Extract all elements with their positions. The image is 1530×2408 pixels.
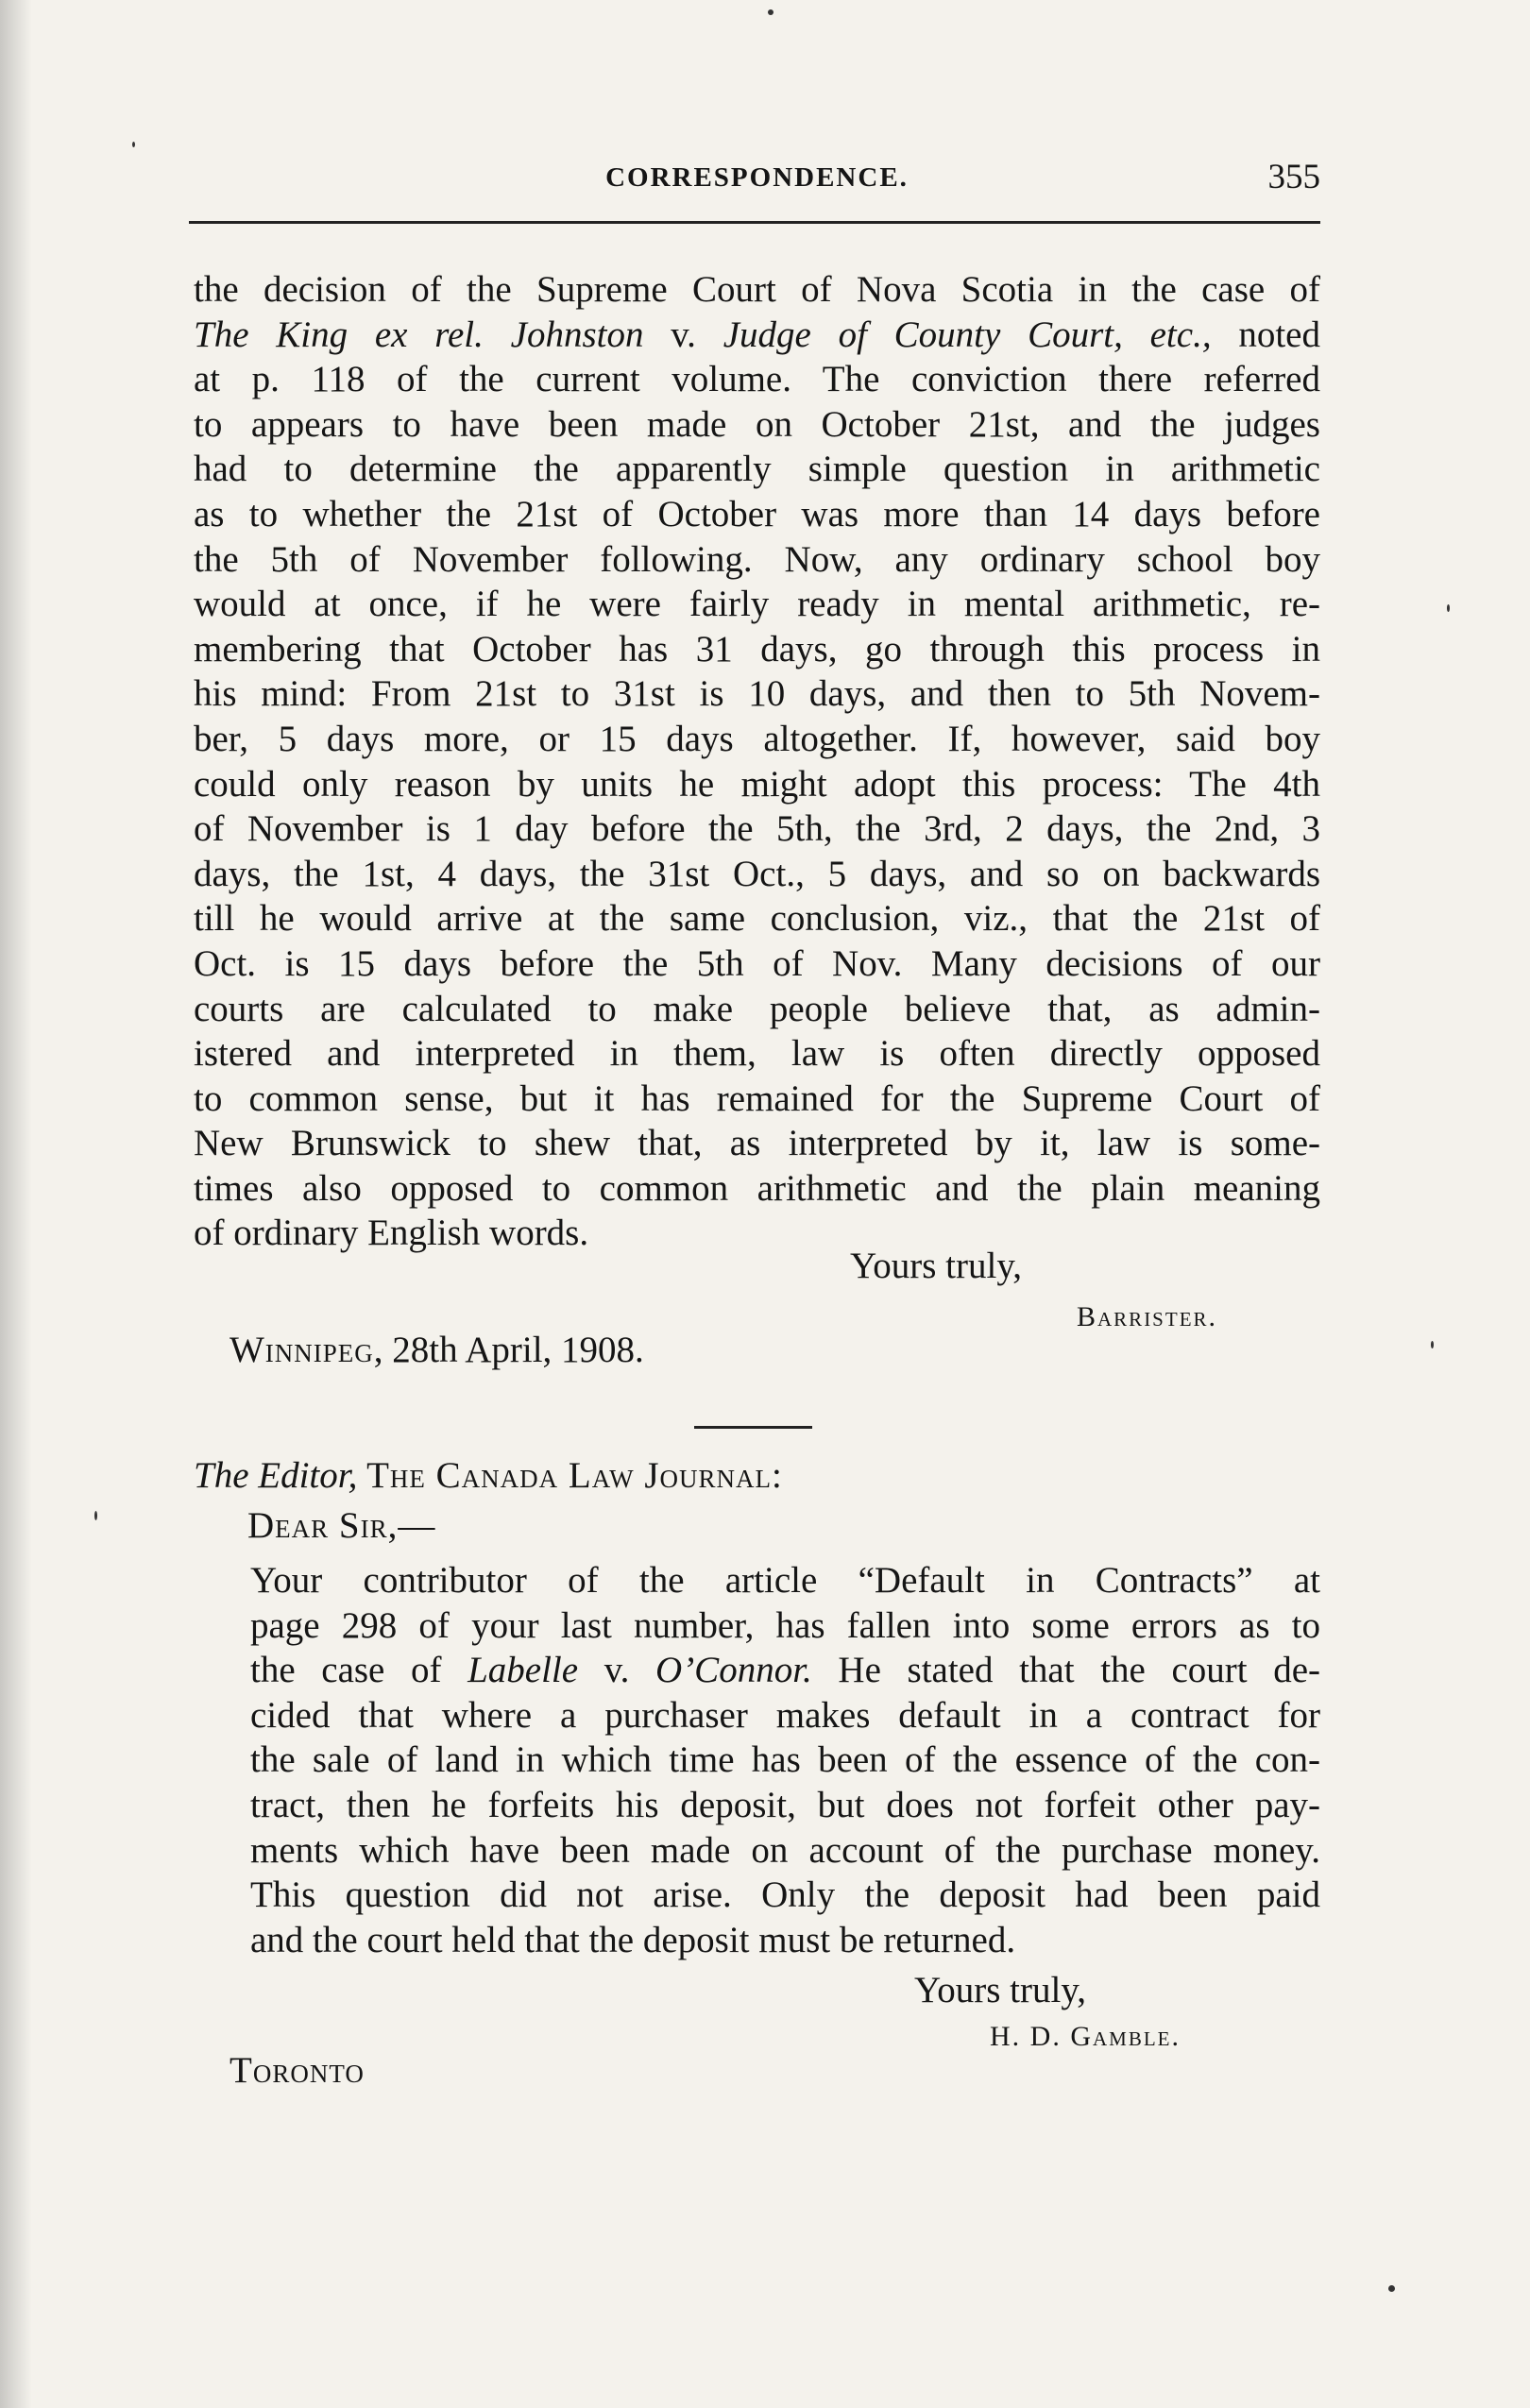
letter2-line: the sale of land in which time has been of the essence of the con- bbox=[250, 1739, 1320, 1781]
scan-speck bbox=[132, 142, 135, 147]
journal-name: The Canada Law Journal bbox=[366, 1455, 772, 1496]
letter1-line: at p. 118 of the current volume. The conviction there referred bbox=[194, 359, 1320, 400]
case-name-italic: The King ex rel. Johnston bbox=[194, 314, 644, 355]
case-versus: v. bbox=[643, 314, 723, 355]
scan-edge-shadow bbox=[0, 0, 32, 2408]
letter1-line: till he would arrive at the same conclusion, viz., that the 21st of bbox=[194, 898, 1320, 940]
letter1-line: to appears to have been made on October 21st, and the judges bbox=[194, 403, 1320, 445]
case-name-italic: Judge of County Court, etc., bbox=[722, 314, 1212, 355]
running-title: CORRESPONDENCE. bbox=[605, 162, 909, 193]
letter1-line: as to whether the 21st of October was more than 14 days before bbox=[194, 493, 1320, 534]
letter1-closing: Yours truly, bbox=[850, 1246, 1023, 1286]
letter1-line: his mind: From 21st to 31st is 10 days, and then to 5th Novem- bbox=[194, 673, 1320, 715]
letter1-line: to common sense, but it has remained for the Supreme Court of bbox=[194, 1077, 1320, 1119]
letter1-line: the 5th of November following. Now, any ordinary school boy bbox=[194, 538, 1320, 580]
case-name-italic: Labelle bbox=[468, 1650, 579, 1691]
line-tail: He stated that the court de- bbox=[811, 1650, 1321, 1691]
letter1-line: had to determine the apparently simple question in arithmetic bbox=[194, 449, 1320, 490]
page-number: 355 bbox=[1267, 158, 1320, 196]
letter2-line: ments which have been made on account of the purchase money. bbox=[250, 1829, 1320, 1871]
letter2-line: and the court held that the deposit must be returned. bbox=[250, 1919, 1016, 1960]
letter1-line: the decision of the Supreme Court of Nova Scotia in the case of bbox=[194, 269, 1320, 310]
letter2-signature: H. D. Gamble. bbox=[990, 2021, 1181, 2052]
letter1-body bbox=[194, 267, 1320, 1256]
letter1-line-case-citation bbox=[194, 313, 1320, 358]
letter1-signature: Barrister. bbox=[1077, 1301, 1218, 1332]
letter2-line-case-citation bbox=[194, 1648, 1320, 1693]
letter2-closing: Yours truly, bbox=[914, 1970, 1087, 2010]
letter2-line: cided that where a purchaser makes default in a contract for bbox=[250, 1694, 1320, 1736]
scan-speck bbox=[1447, 604, 1450, 612]
line-head: the case of bbox=[250, 1650, 468, 1691]
scan-speck bbox=[1388, 2285, 1395, 2292]
letter1-line: membering that October has 31 days, go through this process in bbox=[194, 628, 1320, 670]
dear-sir: Dear Sir,— bbox=[247, 1505, 436, 1546]
letter1-line: days, the 1st, 4 days, the 31st Oct., 5 days, and so on backwards bbox=[194, 853, 1320, 894]
salutation-colon: : bbox=[772, 1455, 782, 1496]
line-tail: noted bbox=[1211, 314, 1320, 355]
letter1-line: of November is 1 day before the 5th, the 3rd, 2 days, the 2nd, 3 bbox=[194, 808, 1320, 850]
letter2-line: page 298 of your last number, has fallen into some errors as to bbox=[250, 1604, 1320, 1646]
letter1-line: would at once, if he were fairly ready in mental arithmetic, re- bbox=[194, 584, 1320, 625]
case-versus: v. bbox=[578, 1650, 656, 1691]
letter1-line: New Brunswick to shew that, as interpreted by it, law is some- bbox=[194, 1123, 1320, 1164]
letter1-line: of ordinary English words. bbox=[194, 1212, 589, 1254]
scan-speck bbox=[1431, 1341, 1434, 1348]
the-editor-italic: The Editor, bbox=[194, 1455, 358, 1496]
letter2-salutation bbox=[194, 1454, 782, 1497]
letter2-line: This question did not arise. Only the deposit had been paid bbox=[250, 1874, 1320, 1916]
letter2-body bbox=[194, 1558, 1320, 1962]
letter1-line: courts are calculated to make people believe that, as admin- bbox=[194, 988, 1320, 1029]
letter1-line: times also opposed to common arithmetic and the plain meaning bbox=[194, 1167, 1320, 1209]
date-text: , 28th April, 1908. bbox=[373, 1330, 644, 1370]
letter1-place-date bbox=[230, 1329, 644, 1371]
scan-speck bbox=[768, 9, 774, 15]
scan-speck bbox=[94, 1511, 97, 1520]
section-divider bbox=[694, 1426, 812, 1429]
running-head bbox=[194, 158, 1320, 210]
header-rule bbox=[189, 221, 1320, 224]
letter2-place: Toronto bbox=[230, 2050, 365, 2091]
letter1-line: Oct. is 15 days before the 5th of Nov. Many decisions of our bbox=[194, 942, 1320, 984]
letter1-line: could only reason by units he might adopt this process: The 4th bbox=[194, 763, 1320, 805]
letter1-line: istered and interpreted in them, law is often directly opposed bbox=[194, 1033, 1320, 1075]
letter2-line: tract, then he forfeits his deposit, but does not forfeit other pay- bbox=[250, 1784, 1320, 1825]
place-winnipeg: Winnipeg bbox=[230, 1330, 374, 1370]
letter1-line: ber, 5 days more, or 15 days altogether. If, however, said boy bbox=[194, 718, 1320, 759]
letter2-line: Your contributor of the article “Default in Contracts” at bbox=[250, 1560, 1320, 1601]
case-name-italic: O’Connor. bbox=[655, 1650, 812, 1691]
